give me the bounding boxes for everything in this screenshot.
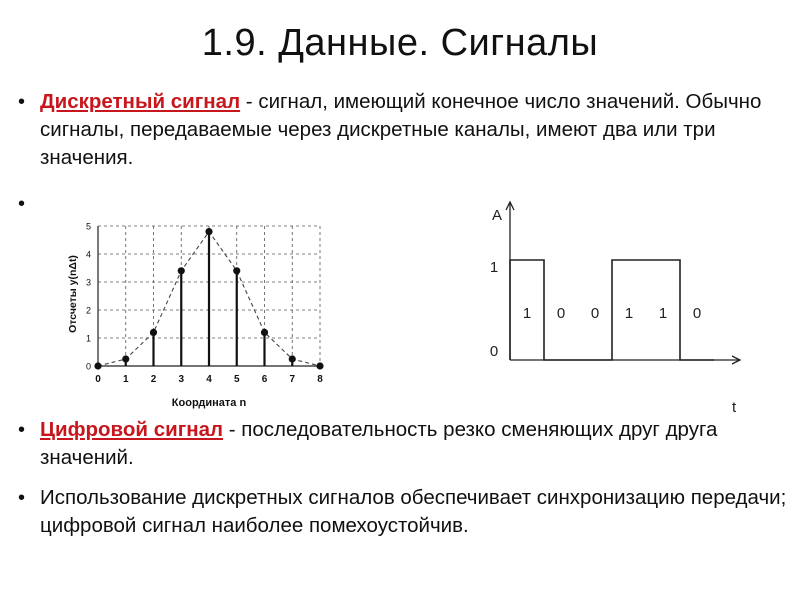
y-tick-label: 2 [85, 305, 91, 316]
bit-label: 1 [624, 305, 634, 322]
digital-waveform [510, 260, 714, 360]
bullet-text [40, 416, 800, 472]
bit-label: 0 [590, 305, 600, 322]
x-tick-label: 8 [317, 374, 323, 385]
bullet-dot: • [18, 487, 26, 509]
definition-discrete-signal: - сигнал, имеющий конечное число значений. Обычно сигналы, передаваемые через дискретные каналы, имеют два или три значения. [40, 90, 762, 169]
sample-point [178, 267, 185, 274]
x-tick-label: 7 [289, 374, 296, 385]
bullet-text [40, 88, 800, 172]
x-tick-label: 1 [122, 374, 129, 385]
y-tick-label: 5 [85, 221, 91, 232]
y-tick-label: 1 [489, 259, 499, 276]
bullet-text: Использование дискретных сигналов обеспечивает синхронизацию передачи; цифровой сигнал наиболее помехоустойчив. [40, 486, 787, 537]
sample-point [261, 329, 268, 336]
bit-label: 1 [658, 305, 668, 322]
y-tick-label: 3 [85, 277, 91, 288]
x-tick-label: 4 [206, 374, 212, 385]
sample-point [233, 267, 240, 274]
bit-label: 1 [522, 305, 532, 322]
digital-signal-chart [482, 198, 752, 418]
sample-point [205, 228, 212, 235]
x-tick-label: 5 [233, 374, 240, 385]
sample-point [316, 362, 323, 369]
y-tick-label: 0 [489, 343, 499, 360]
definition-digital-signal: - последовательность резко сменяющих друг друга значений. [40, 418, 718, 469]
y-axis-label: A [492, 207, 503, 224]
bullet-dot: • [18, 193, 26, 215]
bullet-dot: • [18, 91, 26, 113]
y-axis-label: Отсчеты y(nΔt) [67, 255, 79, 333]
x-axis-label: Координата n [171, 397, 247, 409]
bullet-dot: • [18, 419, 26, 441]
discrete-samples-chart [58, 214, 348, 410]
sample-point [150, 329, 157, 336]
x-tick-label: 3 [178, 374, 185, 385]
y-tick-label: 0 [85, 361, 91, 372]
y-tick-label: 1 [85, 333, 91, 344]
sample-point [94, 362, 101, 369]
x-tick-label: 2 [150, 374, 157, 385]
x-tick-label: 6 [261, 374, 268, 385]
x-axis-label: t [732, 399, 737, 416]
x-tick-label: 0 [95, 374, 101, 385]
y-tick-label: 4 [85, 249, 91, 260]
sample-point [289, 355, 296, 362]
term-discrete-signal: Дискретный сигнал [40, 90, 241, 113]
term-digital-signal: Цифровой сигнал [40, 418, 224, 441]
bit-label: 0 [556, 305, 566, 322]
bit-label: 0 [692, 305, 702, 322]
sample-point [122, 355, 129, 362]
slide-title: 1.9. Данные. Сигналы [201, 22, 599, 64]
